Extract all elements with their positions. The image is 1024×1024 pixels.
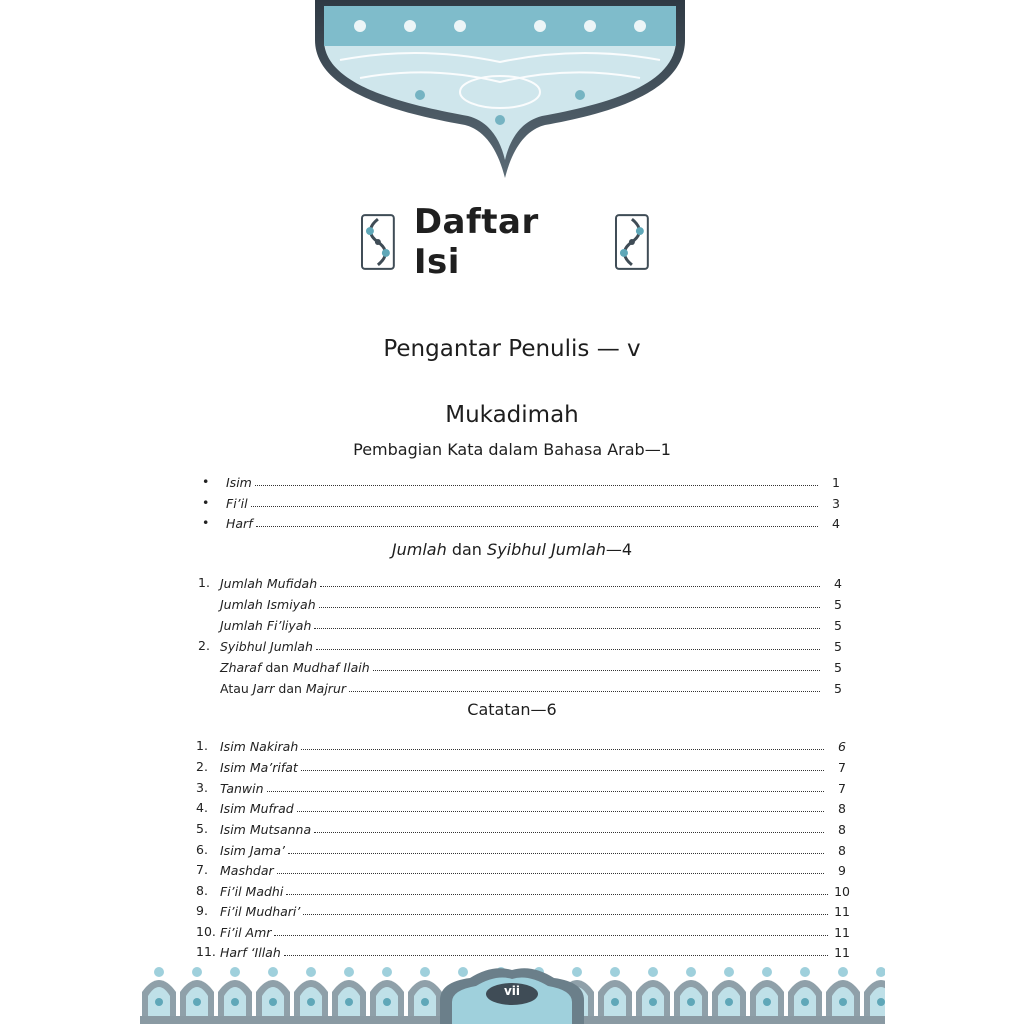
list-marker: • (202, 515, 210, 530)
dot-leader (255, 485, 818, 486)
toc-page-number: 11 (834, 925, 850, 940)
list-marker: 9. (196, 903, 208, 918)
list-marker: 2. (198, 638, 210, 653)
toc-entry-title: Jumlah Ismiyah (220, 597, 316, 612)
top-arch-ornament (300, 0, 700, 185)
toc-entry-title: Harf (226, 516, 253, 531)
toc-entry-title (220, 660, 373, 675)
list-marker: 10. (196, 924, 216, 939)
page-number: vii (503, 984, 521, 998)
toc-entry[interactable] (220, 613, 842, 633)
dot-leader (314, 832, 824, 833)
mukadimah-heading: Mukadimah (445, 402, 579, 428)
dot-leader (288, 853, 824, 854)
list-marker: 6. (196, 842, 208, 857)
section-heading: Catatan—6 (467, 700, 557, 719)
toc-entry-title: Jumlah Mufidah (220, 576, 318, 591)
list-marker: 7. (196, 862, 208, 877)
toc-entry[interactable] (220, 796, 846, 816)
dot-leader (286, 894, 828, 895)
toc-page-number: 4 (832, 516, 840, 531)
toc-entry-part: Jarr (252, 681, 275, 696)
section-heading-part: —4 (605, 540, 633, 559)
dot-leader (314, 628, 820, 629)
toc-entry-part: Mudhaf Ilaih (292, 660, 370, 675)
toc-page-number: 3 (832, 496, 840, 511)
section-heading-part: dan (446, 540, 488, 559)
toc-entry[interactable] (220, 858, 846, 878)
toc-entry-title: Mashdar (220, 863, 274, 878)
toc-page-number: 9 (838, 863, 846, 878)
dot-leader (319, 607, 820, 608)
floral-ornament-left-icon (360, 213, 396, 271)
toc-entry-title: Isim (226, 475, 252, 490)
toc-entry-title: Syibhul Jumlah (220, 639, 313, 654)
toc-entry[interactable] (226, 470, 840, 490)
preface-dash: — (596, 336, 620, 362)
dot-leader (320, 586, 820, 587)
toc-entry[interactable] (220, 940, 850, 960)
list-marker: 3. (196, 780, 208, 795)
list-marker: 8. (196, 883, 208, 898)
toc-page-number: 8 (838, 801, 846, 816)
toc-entry-title: Harf ‘Illah (220, 945, 281, 960)
toc-entry-part: Atau (220, 681, 253, 696)
floral-ornament-right-icon (614, 213, 650, 271)
toc-page-number: 5 (834, 639, 842, 654)
list-marker: 5. (196, 821, 208, 836)
dot-leader (297, 811, 824, 812)
list-marker: 1. (198, 575, 210, 590)
toc-page-number: 7 (838, 781, 846, 796)
toc-entry[interactable] (220, 776, 846, 796)
toc-entry[interactable] (220, 879, 850, 899)
toc-entry[interactable] (220, 920, 850, 940)
toc-entry[interactable] (220, 655, 842, 675)
toc-page-number: 4 (834, 576, 842, 591)
page-title: Daftar Isi (413, 202, 539, 282)
section-heading: Pembagian Kata dalam Bahasa Arab—1 (353, 440, 671, 459)
toc-page-number: 5 (834, 660, 842, 675)
toc-entry[interactable] (220, 838, 846, 858)
toc-page-number: 8 (838, 822, 846, 837)
section-heading-part: Jumlah (391, 540, 447, 559)
toc-entry-title: Fi’il Mudhari’ (220, 904, 301, 919)
section-heading-part: Syibhul Jumlah (487, 540, 606, 559)
dot-leader (277, 873, 824, 874)
toc-entry[interactable] (220, 634, 842, 654)
dot-leader (284, 955, 828, 956)
preface-heading (0, 336, 1024, 362)
toc-entry-title: Isim Mufrad (220, 801, 294, 816)
toc-entry[interactable] (220, 899, 850, 919)
dot-leader (301, 749, 824, 750)
dot-leader (316, 649, 820, 650)
preface-label: Pengantar Penulis (383, 336, 590, 362)
toc-entry-title: Fi’il Madhi (220, 884, 284, 899)
toc-entry-title: Tanwin (220, 781, 264, 796)
toc-page-number: 7 (838, 760, 846, 775)
toc-entry[interactable] (226, 491, 840, 511)
toc-entry-title: Isim Mutsanna (220, 822, 312, 837)
dot-leader (303, 914, 828, 915)
dot-leader (301, 770, 824, 771)
toc-entry[interactable] (220, 592, 842, 612)
list-marker: • (202, 495, 210, 510)
toc-entry[interactable] (220, 755, 846, 775)
dot-leader (251, 506, 818, 507)
toc-entry-title: Isim Nakirah (220, 739, 299, 754)
toc-page-number: 1 (832, 475, 840, 490)
dot-leader (274, 935, 828, 936)
toc-entry[interactable] (220, 676, 842, 696)
toc-entry[interactable] (226, 511, 840, 531)
toc-entry-title: Fi’il Amr (220, 925, 272, 940)
toc-page-number: 11 (834, 945, 850, 960)
toc-page-number: 5 (834, 618, 842, 633)
list-marker: 11. (196, 944, 216, 959)
toc-entry-part: dan (261, 660, 293, 675)
toc-entry-part: Zharaf (220, 660, 262, 675)
toc-entry-title: Isim Jama’ (220, 843, 285, 858)
toc-page-number: 8 (838, 843, 846, 858)
title-row (360, 202, 650, 282)
dot-leader (373, 670, 820, 671)
preface-page: v (627, 336, 641, 362)
toc-entry-part: Majrur (305, 681, 347, 696)
toc-entry-title: Isim Ma’rifat (220, 760, 298, 775)
toc-page-number: 6 (838, 739, 846, 754)
toc-entry-title (220, 681, 349, 696)
dot-leader (349, 691, 820, 692)
toc-entry[interactable] (220, 817, 846, 837)
dot-leader (256, 526, 818, 527)
toc-entry-title: Fi’il (226, 496, 248, 511)
section-heading (0, 540, 1024, 559)
list-marker: 1. (196, 738, 208, 753)
list-marker: • (202, 474, 210, 489)
toc-entry[interactable] (220, 571, 842, 591)
toc-entry-title: Jumlah Fi’liyah (220, 618, 312, 633)
toc-entry-part: dan (274, 681, 306, 696)
toc-page-number: 5 (834, 597, 842, 612)
dot-leader (267, 791, 824, 792)
toc-page-number: 5 (834, 681, 842, 696)
toc-page-number: 10 (834, 884, 850, 899)
toc-page-number: 11 (834, 904, 850, 919)
list-marker: 2. (196, 759, 208, 774)
toc-entry[interactable] (220, 734, 846, 754)
list-marker: 4. (196, 800, 208, 815)
